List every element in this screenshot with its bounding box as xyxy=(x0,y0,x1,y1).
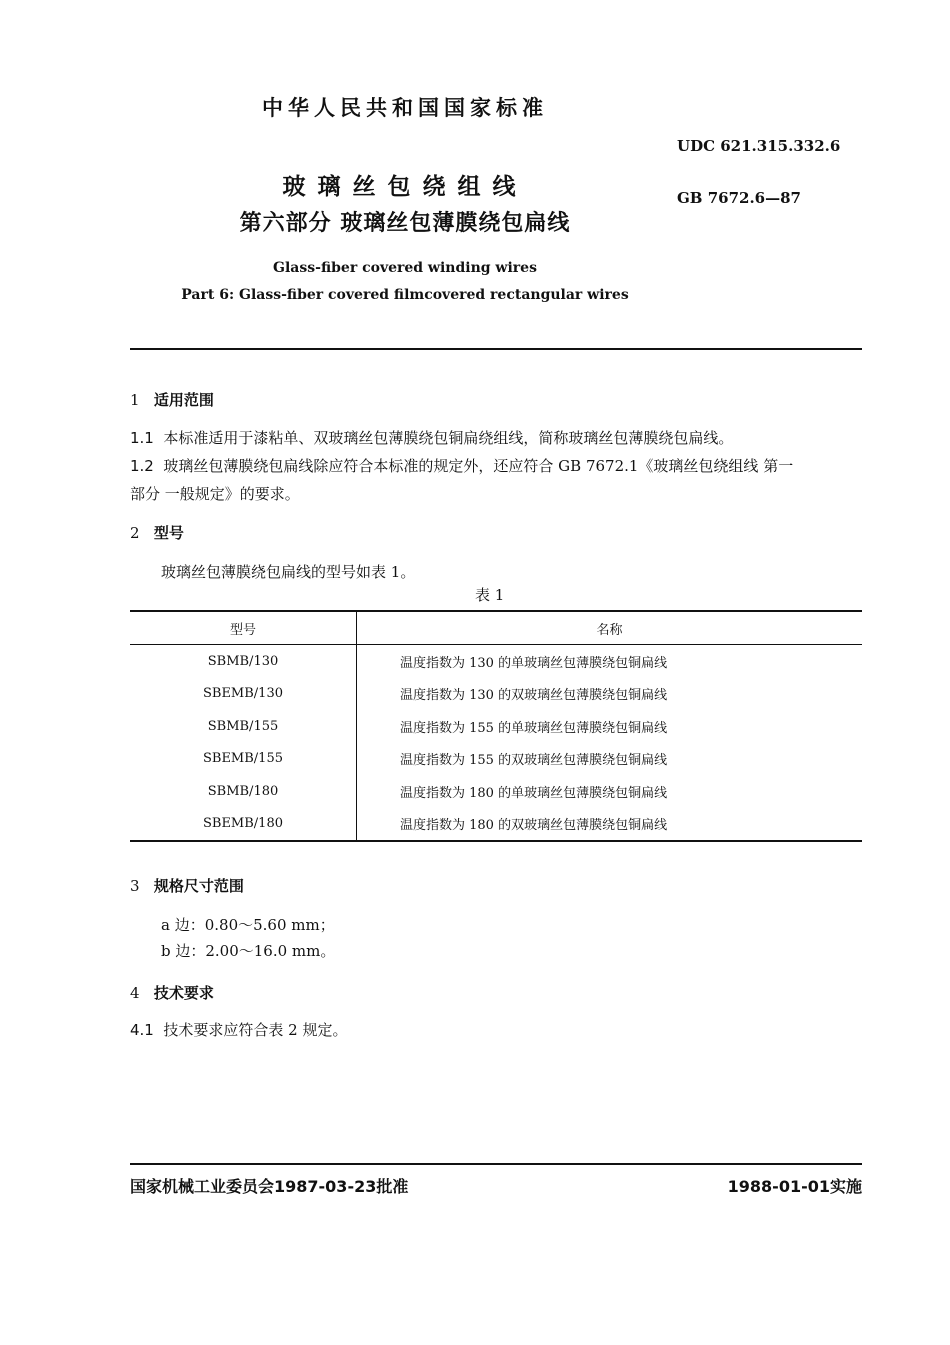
clause-number: 4.1 xyxy=(130,1021,154,1039)
model-cell: SBMB/180 xyxy=(130,775,357,808)
table-row xyxy=(130,775,862,808)
section-4-heading xyxy=(130,982,214,1003)
document-title-en: Glass-fiber covered winding wires xyxy=(273,260,537,276)
clause-number: 1.2 xyxy=(130,457,154,475)
name-cell: 温度指数为 155 的单玻璃丝包薄膜绕包铜扁线 xyxy=(400,720,668,736)
table-1-caption: 表 1 xyxy=(475,586,505,604)
section-number: 2 xyxy=(130,524,140,542)
table-row xyxy=(130,808,862,842)
section-title: 适用范围 xyxy=(153,391,214,409)
name-cell: 温度指数为 180 的双玻璃丝包薄膜绕包铜扁线 xyxy=(400,818,668,834)
table-header-row xyxy=(130,611,862,645)
section-1-heading xyxy=(130,389,214,410)
section-title: 型号 xyxy=(153,524,184,542)
clause-1-2 xyxy=(130,455,793,476)
clause-text: 玻璃丝包薄膜绕包扁线除应符合本标准的规定外，还应符合 GB 7672.1《玻璃丝包绕组线 第一 xyxy=(163,457,794,475)
name-cell: 温度指数为 130 的单玻璃丝包薄膜绕包铜扁线 xyxy=(400,655,668,671)
model-cell: SBEMB/180 xyxy=(130,808,357,842)
approval-date: 国家机械工业委员会1987-03-23批准 xyxy=(130,1177,409,1196)
name-cell: 温度指数为 130 的双玻璃丝包薄膜绕包铜扁线 xyxy=(400,688,668,704)
table-row xyxy=(130,645,862,678)
section-number: 1 xyxy=(130,391,140,409)
section-2-heading xyxy=(130,522,184,543)
clause-text: 本标准适用于漆粘单、双玻璃丝包薄膜绕包铜扁绕组线，简称玻璃丝包薄膜绕包扁线。 xyxy=(163,429,734,447)
clause-4-1 xyxy=(130,1019,348,1040)
table-row xyxy=(130,743,862,776)
name-cell: 温度指数为 155 的双玻璃丝包薄膜绕包铜扁线 xyxy=(400,753,668,769)
clause-1-1 xyxy=(130,427,733,448)
udc-number: UDC 621.315.332.6 xyxy=(677,137,841,155)
clause-text: 技术要求应符合表 2 规定。 xyxy=(163,1021,348,1039)
dimension-b-range: b 边：2.00～16.0 mm。 xyxy=(161,942,336,960)
document-subtitle-cn: 第六部分 玻璃丝包薄膜绕包扁线 xyxy=(239,211,571,236)
section-title: 规格尺寸范围 xyxy=(153,877,244,895)
gb-number: GB 7672.6—87 xyxy=(677,189,801,207)
model-cell: SBEMB/155 xyxy=(130,743,357,776)
section-2-intro: 玻璃丝包薄膜绕包扁线的型号如表 1。 xyxy=(161,563,416,581)
section-number: 4 xyxy=(130,984,140,1002)
document-subtitle-en: Part 6: Glass-fiber covered filmcovered rectangular wires xyxy=(181,287,629,303)
table-row xyxy=(130,710,862,743)
table-1 xyxy=(130,610,862,842)
standard-header-title: 中华人民共和国国家标准 xyxy=(262,96,548,120)
effective-date: 1988-01-01实施 xyxy=(727,1177,862,1196)
column-header-model: 型号 xyxy=(130,611,357,645)
footer-divider xyxy=(130,1163,862,1165)
table-row xyxy=(130,678,862,711)
column-header-name: 名称 xyxy=(357,611,863,645)
header-divider xyxy=(130,348,862,350)
section-3-heading xyxy=(130,875,244,896)
model-cell: SBMB/155 xyxy=(130,710,357,743)
document-title-cn: 玻璃丝包绕组线 xyxy=(282,174,528,200)
name-cell: 温度指数为 180 的单玻璃丝包薄膜绕包铜扁线 xyxy=(400,785,668,801)
dimension-a-range: a 边：0.80～5.60 mm； xyxy=(161,916,335,934)
section-number: 3 xyxy=(130,877,140,895)
model-cell: SBMB/130 xyxy=(130,645,357,678)
section-title: 技术要求 xyxy=(153,984,214,1002)
model-cell: SBEMB/130 xyxy=(130,678,357,711)
clause-1-2-continuation: 部分 一般规定》的要求。 xyxy=(130,485,300,503)
clause-number: 1.1 xyxy=(130,429,154,447)
